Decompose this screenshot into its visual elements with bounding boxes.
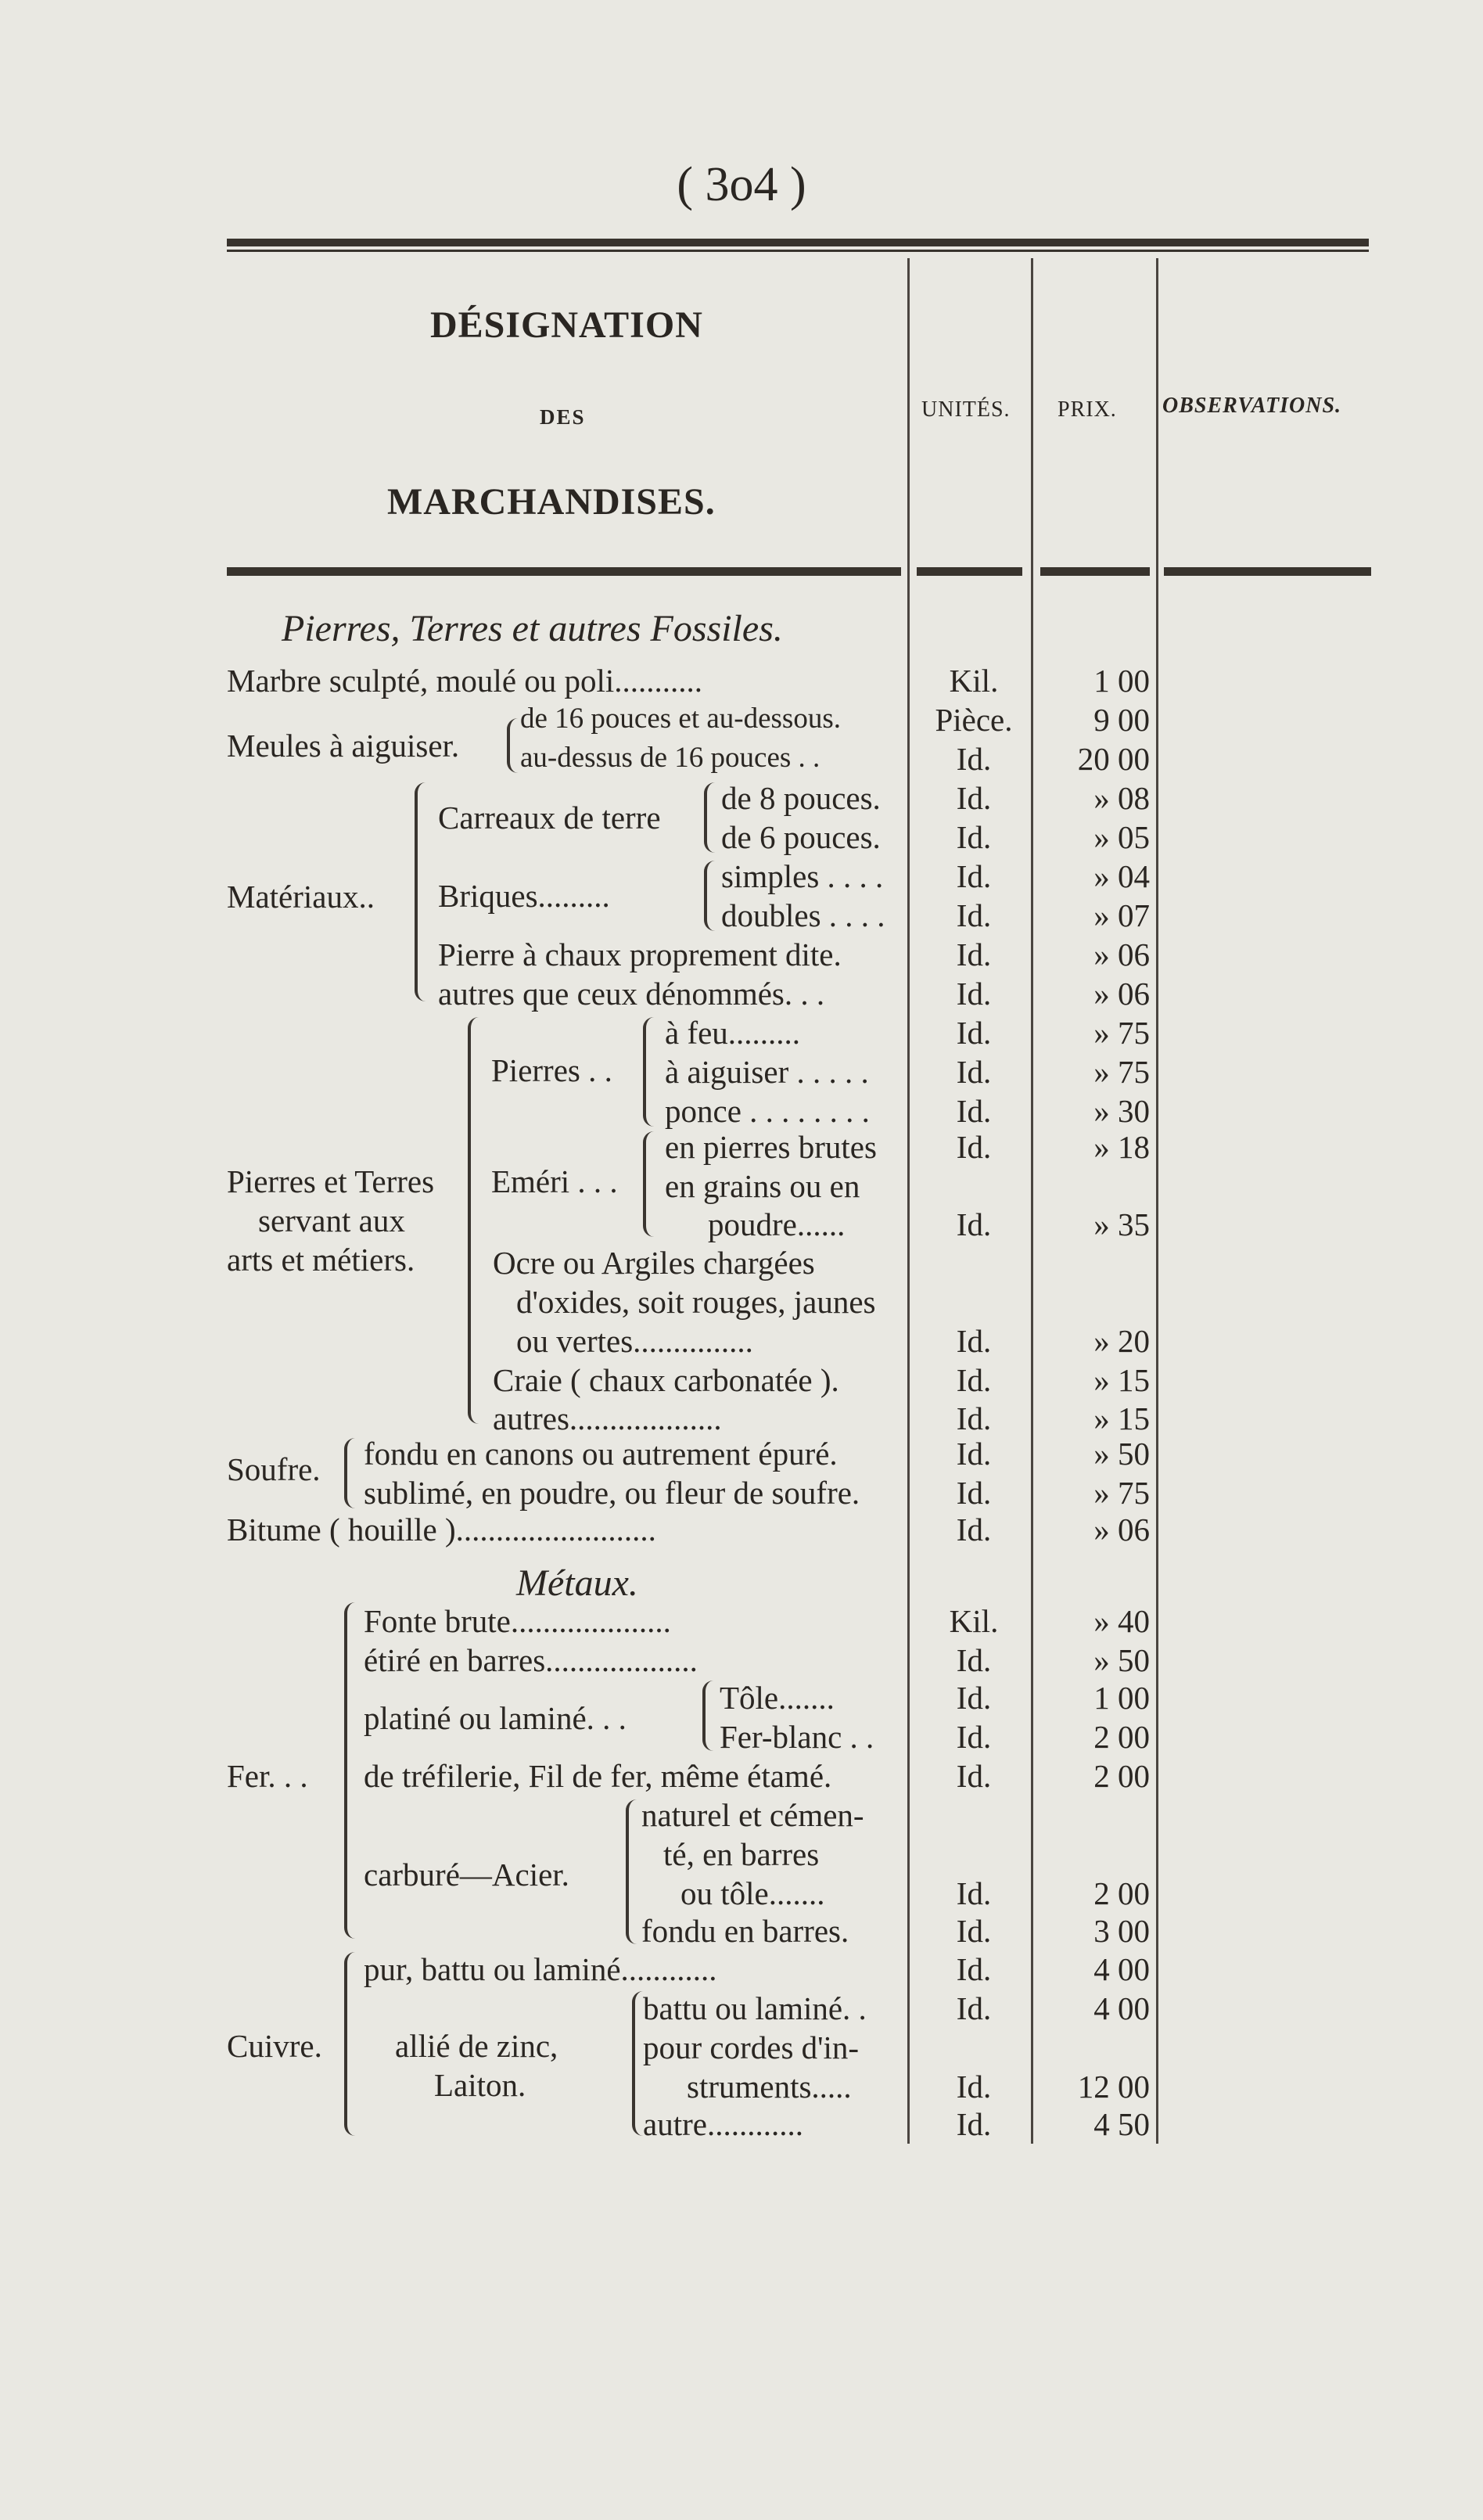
row-unit: Id. (956, 1680, 992, 1716)
row-unit: Id. (956, 2106, 992, 2142)
header-rule-observations (1164, 567, 1371, 576)
row-label: Fer-blanc . . (720, 1719, 874, 1755)
row-label: ou vertes............... (516, 1323, 753, 1359)
header-des: DES (540, 405, 586, 429)
row-unit: Id. (956, 1990, 992, 2026)
group-label-allie: allié de zinc, (395, 2028, 558, 2064)
row-label: autres que ceux dénommés. . . (438, 976, 825, 1012)
row-label: de tréfilerie, Fil de fer, même étamé. (364, 1758, 832, 1794)
row-unit: Id. (956, 1913, 992, 1949)
row-label: poudre...... (708, 1206, 846, 1242)
row-price: » 04 (1093, 858, 1150, 894)
row-label: Pierre à chaux proprement dite. (438, 936, 842, 972)
row-price: » 35 (1093, 1206, 1150, 1242)
row-label: autres................... (493, 1400, 722, 1436)
row-label: Tôle....... (720, 1680, 835, 1716)
section-title-pierres: Pierres, Terres et autres Fossiles. (282, 608, 783, 649)
header-rule-designation (227, 567, 901, 576)
row-label: Bitume ( houille )......................... (227, 1512, 656, 1548)
row-unit: Id. (956, 741, 992, 777)
row-label: sublimé, en poudre, ou fleur de soufre. (364, 1475, 860, 1511)
row-label: de 6 pouces. (721, 819, 881, 855)
row-label: à aiguiser . . . . . (665, 1054, 869, 1090)
row-unit: Kil. (949, 663, 999, 699)
row-label: pour cordes d'in- (643, 2029, 860, 2065)
row-unit: Id. (956, 1512, 992, 1548)
row-price: 4 00 (1093, 1990, 1150, 2026)
row-price: » 50 (1093, 1436, 1150, 1472)
brace (344, 1602, 357, 1939)
row-label: pur, battu ou laminé............ (364, 1951, 717, 1987)
row-price: 1 00 (1093, 1680, 1150, 1716)
row-unit: Kil. (949, 1603, 999, 1639)
row-unit: Id. (956, 1129, 992, 1165)
brace (702, 1681, 713, 1751)
row-price: » 75 (1093, 1015, 1150, 1051)
row-label: struments..... (687, 2069, 852, 2105)
row-label: d'oxides, soit rouges, jaunes (516, 1284, 876, 1320)
row-price: » 06 (1093, 1512, 1150, 1548)
row-price: » 06 (1093, 976, 1150, 1012)
header-marchandises: MARCHANDISES. (387, 481, 716, 523)
brace (415, 782, 427, 1001)
row-price: » 50 (1093, 1642, 1150, 1678)
row-label: naturel et cémen- (641, 1797, 864, 1833)
group-label-carbure: carburé—Acier. (364, 1857, 569, 1893)
row-price: » 30 (1093, 1093, 1150, 1129)
row-unit: Id. (956, 2069, 992, 2105)
group-label-soufre: Soufre. (227, 1451, 321, 1487)
header-observations: OBSERVATIONS. (1162, 394, 1342, 418)
group-label-fer: Fer. . . (227, 1758, 308, 1794)
row-label: fondu en canons ou autrement épuré. (364, 1436, 838, 1472)
row-unit: Id. (956, 1758, 992, 1794)
header-designation: DÉSIGNATION (430, 304, 703, 346)
brace (632, 1991, 643, 2136)
row-unit: Id. (956, 1054, 992, 1090)
row-unit: Id. (956, 1093, 992, 1129)
brace (344, 1438, 355, 1508)
row-price: 1 00 (1093, 663, 1150, 699)
row-label: Marbre sculpté, moulé ou poli........... (227, 663, 703, 699)
row-label: en grains ou en (665, 1168, 860, 1204)
row-label: simples . . . . (721, 858, 884, 894)
brace (468, 1017, 480, 1424)
row-unit: Id. (956, 976, 992, 1012)
brace (507, 718, 518, 773)
row-price: 2 00 (1093, 1719, 1150, 1755)
column-divider (1156, 258, 1158, 2144)
row-label: doubles . . . . (721, 897, 885, 933)
row-label: au-dessus de 16 pouces . . (520, 742, 820, 774)
row-price: » 20 (1093, 1323, 1150, 1359)
row-price: » 07 (1093, 897, 1150, 933)
header-unites: UNITÉS. (921, 397, 1011, 422)
row-unit: Pièce. (935, 702, 1013, 738)
row-price: 4 00 (1093, 1951, 1150, 1987)
row-price: » 75 (1093, 1475, 1150, 1511)
top-rule-thin (227, 250, 1369, 252)
row-label: de 16 pouces et au-dessous. (520, 703, 841, 735)
header-prix: PRIX. (1057, 397, 1117, 422)
row-unit: Id. (956, 1015, 992, 1051)
row-price: » 05 (1093, 819, 1150, 855)
row-price: 2 00 (1093, 1875, 1150, 1911)
page-number: ( 3o4 ) (677, 158, 806, 211)
row-unit: Id. (956, 1323, 992, 1359)
row-price: 3 00 (1093, 1913, 1150, 1949)
row-unit: Id. (956, 1400, 992, 1436)
row-unit: Id. (956, 1362, 992, 1398)
group-label-briques: Briques......... (438, 878, 610, 914)
column-divider (907, 258, 910, 2144)
brace (704, 782, 715, 853)
row-price: » 40 (1093, 1603, 1150, 1639)
row-unit: Id. (956, 780, 992, 816)
row-label: battu ou laminé. . (643, 1990, 867, 2026)
row-price: » 75 (1093, 1054, 1150, 1090)
group-label-meules: Meules à aiguiser. (227, 728, 460, 764)
row-label: té, en barres (663, 1836, 820, 1872)
row-price: 12 00 (1077, 2069, 1150, 2105)
brace (344, 1952, 357, 2136)
section-title-metaux: Métaux. (516, 1562, 638, 1604)
row-price: » 06 (1093, 936, 1150, 972)
top-rule (227, 239, 1369, 246)
row-unit: Id. (956, 1436, 992, 1472)
group-label-allie: Laiton. (434, 2067, 526, 2103)
row-price: 4 50 (1093, 2106, 1150, 2142)
row-price: 20 00 (1077, 741, 1150, 777)
group-label-pierres-terres: arts et métiers. (227, 1242, 415, 1278)
row-unit: Id. (956, 1642, 992, 1678)
row-price: » 15 (1093, 1400, 1150, 1436)
row-label: en pierres brutes (665, 1129, 877, 1165)
row-unit: Id. (956, 1206, 992, 1242)
group-label-pierres-terres: servant aux (258, 1202, 405, 1238)
row-price: 9 00 (1093, 702, 1150, 738)
column-divider (1031, 258, 1033, 2144)
row-unit: Id. (956, 897, 992, 933)
row-label: autre............ (643, 2106, 803, 2142)
row-price: » 15 (1093, 1362, 1150, 1398)
row-label: fondu en barres. (641, 1913, 849, 1949)
row-price: 2 00 (1093, 1758, 1150, 1794)
brace (626, 1799, 637, 1944)
group-label-carreaux: Carreaux de terre (438, 800, 661, 836)
row-label: Craie ( chaux carbonatée ). (493, 1362, 839, 1398)
group-label-emeri: Eméri . . . (491, 1163, 618, 1199)
group-label-pierres-terres: Pierres et Terres (227, 1163, 435, 1199)
row-price: » 08 (1093, 780, 1150, 816)
row-unit: Id. (956, 936, 992, 972)
row-label: Fonte brute.................... (364, 1603, 671, 1639)
row-unit: Id. (956, 819, 992, 855)
row-unit: Id. (956, 1875, 992, 1911)
row-label: à feu......... (665, 1015, 801, 1051)
header-rule-prix (1040, 567, 1150, 576)
row-label: Ocre ou Argiles chargées (493, 1245, 815, 1281)
row-label: ou tôle....... (680, 1875, 825, 1911)
row-unit: Id. (956, 1951, 992, 1987)
row-unit: Id. (956, 1475, 992, 1511)
group-label-pierres-sub: Pierres . . (491, 1052, 612, 1088)
group-label-platine: platiné ou laminé. . . (364, 1700, 627, 1736)
group-label-cuivre: Cuivre. (227, 2028, 322, 2064)
brace (643, 1131, 654, 1237)
row-price: » 18 (1093, 1129, 1150, 1165)
row-label: étiré en barres................... (364, 1642, 698, 1678)
header-rule-unites (917, 567, 1022, 576)
brace (704, 861, 715, 931)
row-unit: Id. (956, 858, 992, 894)
brace (643, 1017, 654, 1127)
row-label: ponce . . . . . . . . (665, 1093, 870, 1129)
row-unit: Id. (956, 1719, 992, 1755)
row-label: de 8 pouces. (721, 780, 881, 816)
group-label-materiaux: Matériaux.. (227, 879, 375, 915)
